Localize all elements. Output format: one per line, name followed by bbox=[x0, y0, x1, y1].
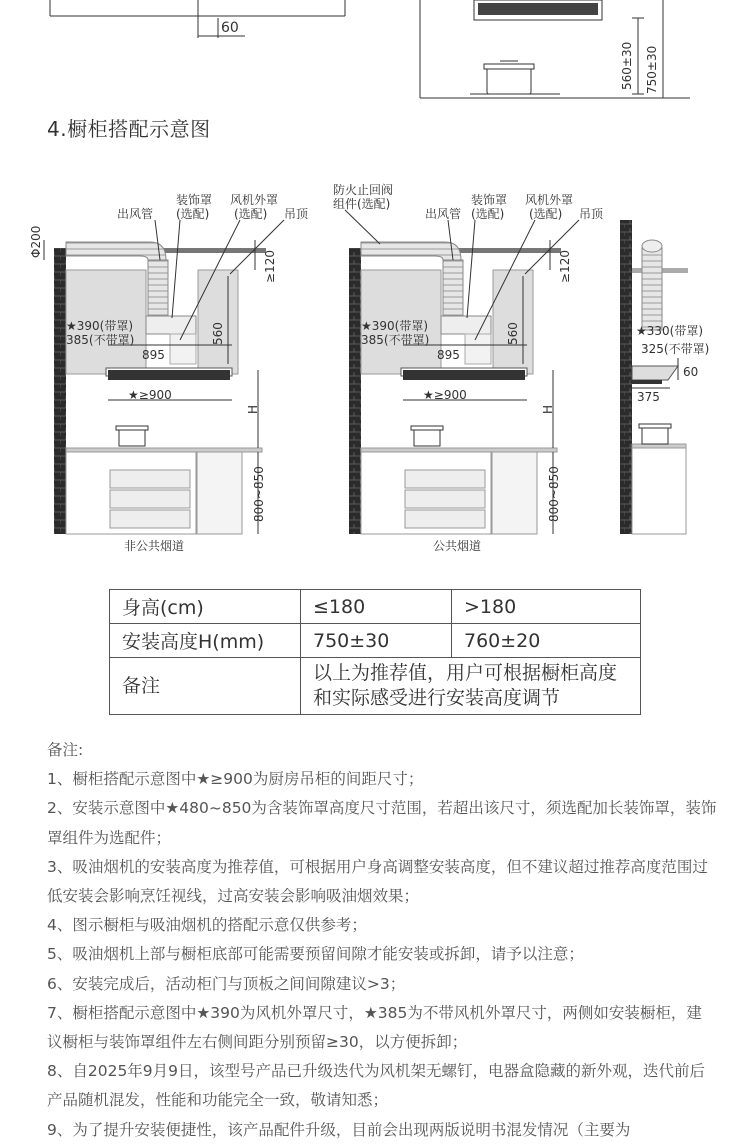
notes-title: 备注: bbox=[47, 741, 84, 759]
left-895: 895 bbox=[142, 348, 165, 362]
table-cell: 750±30 bbox=[301, 624, 452, 658]
middle-385: 385(不带罩) bbox=[361, 333, 430, 347]
middle-895: 895 bbox=[437, 348, 460, 362]
table-cell: 760±20 bbox=[452, 624, 641, 658]
middle-fire-valve: 防火止回阀 bbox=[333, 183, 394, 197]
table-cell: 备注 bbox=[110, 658, 301, 715]
note-item: 6、安装完成后，活动柜门与顶板之间间隙建议>3； bbox=[47, 974, 406, 993]
middle-star390: ★390(带罩) bbox=[361, 319, 429, 333]
left-phi200: Φ200 bbox=[29, 225, 43, 258]
table-cell: ≤180 bbox=[301, 590, 452, 624]
notes-section bbox=[47, 736, 717, 1145]
note-item: 1、橱柜搭配示意图中★≥900为厨房吊柜的间距尺寸； bbox=[47, 770, 424, 789]
left-fan-cover-optional: (选配) bbox=[234, 207, 268, 221]
table-row bbox=[110, 658, 641, 715]
dimension-60-label: 60 bbox=[221, 20, 239, 36]
section-title: 4.橱柜搭配示意图 bbox=[47, 117, 211, 141]
left-fan-cover: 风机外罩 bbox=[230, 193, 279, 207]
table-cell-remark bbox=[301, 658, 641, 715]
middle-fire-valve-optional: 组件(选配) bbox=[333, 197, 391, 211]
middle-star900: ★≥900 bbox=[423, 388, 467, 402]
note-item: 8、自2025年9月9日，该型号产品已升级迭代为风机架无螺钉，电器盒隐藏的新外观，迭代前后产品随机混发，性能和功能完全一致，敬请知悉； bbox=[47, 1062, 706, 1110]
middle-ge120: ≥120 bbox=[558, 250, 572, 283]
middle-h: H bbox=[541, 404, 555, 414]
middle-decor-cover: 装饰罩 bbox=[471, 193, 508, 207]
left-scene bbox=[29, 192, 309, 553]
left-385: 385(不带罩) bbox=[66, 333, 135, 347]
left-caption: 非公共烟道 bbox=[124, 539, 185, 553]
left-outlet-pipe: 出风管 bbox=[117, 207, 154, 221]
left-h: H bbox=[246, 404, 260, 414]
note-item: 7、橱柜搭配示意图中★390为风机外罩尺寸，★385为不带风机外罩尺寸，两侧如安装橱柜，建议橱柜与装饰罩组件左右侧间距分别预留≥30，以方便拆卸； bbox=[47, 1003, 702, 1052]
middle-caption: 公共烟道 bbox=[433, 539, 482, 553]
note-item: 2、安装示意图中★480~850为含装饰罩高度尺寸范围，若超出该尺寸，须选配加长装饰罩，装饰罩组件为选配件； bbox=[47, 799, 717, 847]
right-325: 325(不带罩) bbox=[641, 342, 710, 356]
middle-fan-cover: 风机外罩 bbox=[525, 193, 574, 207]
left-800: 800~850 bbox=[252, 466, 266, 522]
dimension-560-label: 560±30 bbox=[620, 41, 634, 90]
table-cell: 安装高度H(mm) bbox=[110, 624, 301, 658]
middle-outlet-pipe: 出风管 bbox=[425, 207, 462, 221]
left-decor-cover-optional: (选配) bbox=[176, 207, 210, 221]
note-item: 3、吸油烟机的安装高度为推荐值，可根据用户身高调整安装高度，但不建议超过推荐高度范围过低安装会影响烹饪视线，过高安装会影响吸油烟效果； bbox=[47, 857, 708, 906]
middle-decor-cover-optional: (选配) bbox=[471, 207, 505, 221]
left-ge120: ≥120 bbox=[263, 250, 277, 283]
table-cell: 身高(cm) bbox=[110, 590, 301, 624]
install-height-table bbox=[109, 589, 641, 715]
table-row bbox=[110, 624, 641, 658]
left-star900: ★≥900 bbox=[128, 388, 172, 402]
table-row bbox=[110, 590, 641, 624]
middle-ceiling: 吊顶 bbox=[579, 207, 604, 221]
right-60: 60 bbox=[683, 365, 699, 379]
cabinet-installation-diagram bbox=[0, 180, 750, 560]
middle-fan-cover-optional: (选配) bbox=[529, 207, 563, 221]
remark-line-2: 和实际感受进行安装高度调节 bbox=[313, 687, 561, 709]
note-item: 9、为了提升安装便捷性，该产品配件升级，目前会出现两版说明书混发情况（主要为 bbox=[47, 1120, 631, 1139]
middle-800: 800~850 bbox=[547, 466, 561, 522]
right-scene bbox=[620, 220, 709, 534]
top-dimension-strip bbox=[0, 0, 750, 110]
middle-560: 560 bbox=[506, 322, 520, 345]
middle-scene bbox=[333, 182, 604, 553]
right-star330: ★330(带罩) bbox=[636, 324, 704, 338]
table-cell: >180 bbox=[452, 590, 641, 624]
left-decor-cover: 装饰罩 bbox=[176, 193, 213, 207]
note-item: 5、吸油烟机上部与橱柜底部可能需要预留间隙才能安装或拆卸，请予以注意； bbox=[47, 945, 584, 964]
right-375: 375 bbox=[637, 390, 660, 404]
left-star390: ★390(带罩) bbox=[66, 319, 134, 333]
left-ceiling: 吊顶 bbox=[284, 207, 309, 221]
dimension-750-label: 750±30 bbox=[645, 45, 659, 94]
note-item: 4、图示橱柜与吸油烟机的搭配示意仅供参考； bbox=[47, 916, 367, 935]
left-560: 560 bbox=[211, 322, 225, 345]
remark-line-1: 以上为推荐值，用户可根据橱柜高度 bbox=[313, 662, 618, 684]
